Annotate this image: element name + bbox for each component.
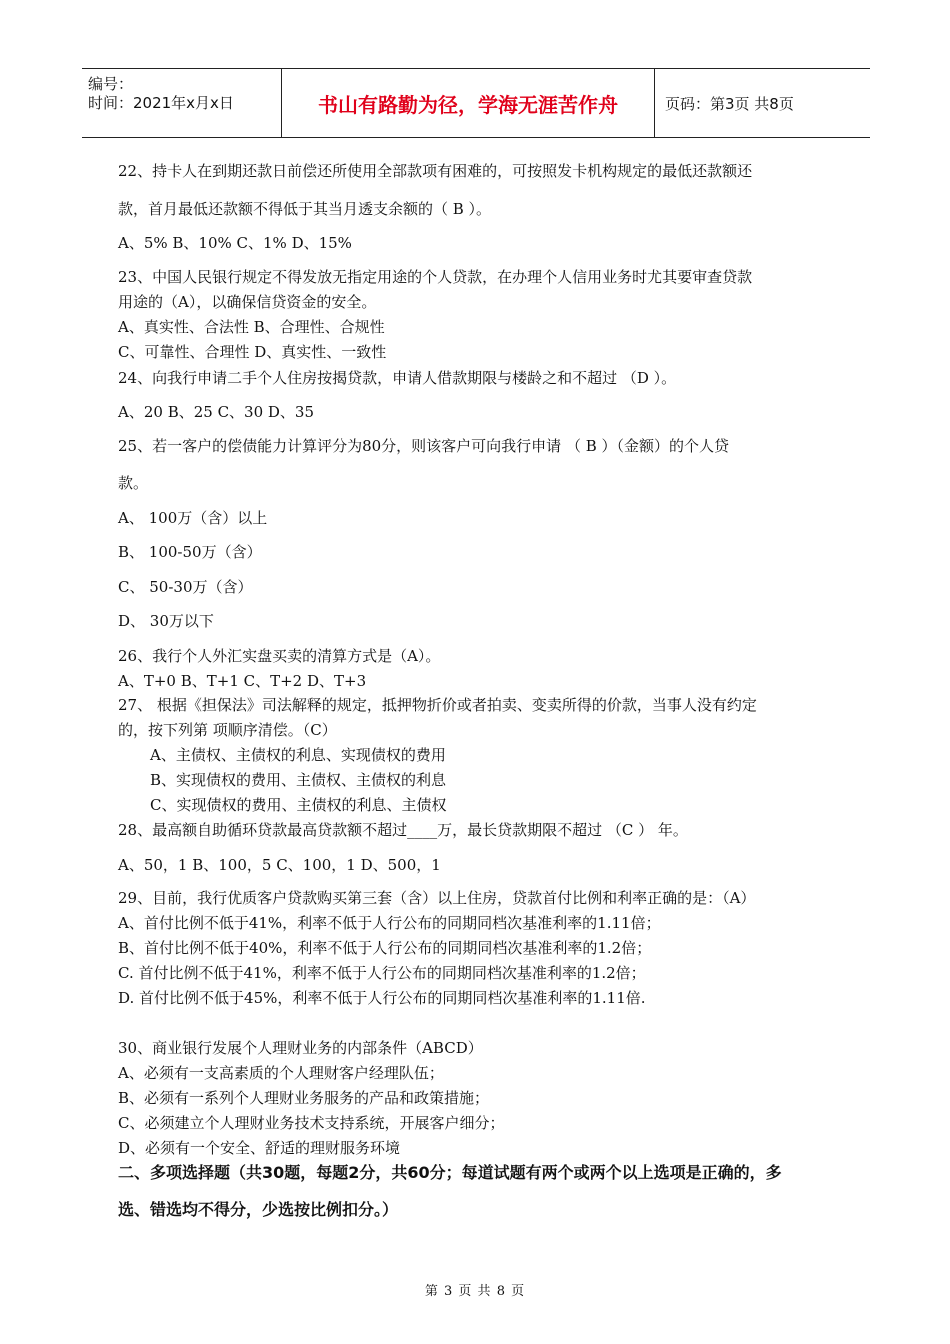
q30-line-1: 30、商业银行发展个人理财业务的内部条件（ABCD） [118,1039,483,1057]
q30-option-c: C、必须建立个人理财业务技术支持系统，开展客户细分； [118,1114,505,1132]
q30-option-b: B、必须有一系列个人理财业务服务的产品和政策措施； [118,1089,490,1107]
q23-line-2: 用途的（A），以确保信贷资金的安全。 [118,293,377,311]
q24-line-1: 24、向我行申请二手个人住房按揭贷款，申请人借款期限与楼龄之和不超过 （D ）。 [118,369,677,387]
q25-option-b: B、 100-50万（含） [118,543,262,561]
q26-options: A、T+0 B、T+1 C、T+2 D、T+3 [118,672,367,690]
section-heading-line-1: 二、多项选择题（共30题，每题2分，共60分；每道试题有两个或两个以上选项是正确的，多 [118,1163,782,1182]
section-heading-line-2: 选、错选均不得分，少选按比例扣分。） [118,1200,399,1219]
number-label: 编号： [88,75,134,93]
q29-option-c: C. 首付比例不低于41%，利率不低于人行公布的同期同档次基准利率的1.2倍； [118,964,646,982]
header-page-label: 页码：第3页 共8页 [665,94,794,113]
q23-options-ab: A、真实性、合法性 B、合理性、合规性 [118,318,385,336]
header-motto: 书山有路勤为径，学海无涯苦作舟 [282,69,655,137]
q25-line-1: 25、若一客户的偿债能力计算评分为80分，则该客户可向我行申请 （ B ）（金额）的个人贷 [118,437,730,455]
page-header [82,68,870,138]
q27-option-c: C、实现债权的费用、主债权的利息、主债权 [150,796,447,814]
q25-line-2: 款。 [118,474,149,492]
time-label: 时间：2021年x月x日 [88,94,234,112]
q25-option-a: A、 100万（含）以上 [118,509,268,527]
q28-options: A、50，1 B、100，5 C、100，1 D、500，1 [118,856,441,874]
q22-line-2: 款，首月最低还款额不得低于其当月透支余额的（ B ）。 [118,200,492,218]
q29-option-a: A、首付比例不低于41%，利率不低于人行公布的同期同档次基准利率的1.11倍； [118,914,661,932]
q25-option-c: C、 50-30万（含） [118,578,253,596]
q22-options: A、5% B、10% C、1% D、15% [118,234,352,252]
q26-line-1: 26、我行个人外汇实盘买卖的清算方式是（A）。 [118,647,441,665]
q27-option-b: B、实现债权的费用、主债权、主债权的利息 [150,771,447,789]
q27-line-2: 的，按下列第 项顺序清偿。（C） [118,721,337,739]
q25-option-d: D、 30万以下 [118,612,214,630]
q30-option-a: A、必须有一支高素质的个人理财客户经理队伍； [118,1064,444,1082]
q27-option-a: A、主债权、主债权的利息、实现债权的费用 [150,746,446,764]
page-footer: 第 3 页 共 8 页 [424,1284,526,1299]
q29-option-d: D. 首付比例不低于45%，利率不低于人行公布的同期同档次基准利率的1.11倍. [118,989,646,1007]
q27-line-1: 27、 根据《担保法》司法解释的规定，抵押物折价或者拍卖、变卖所得的价款，当事人没有约定 [118,696,757,714]
q23-options-cd: C、可靠性、合理性 D、真实性、一致性 [118,343,387,361]
q22-line-1: 22、持卡人在到期还款日前偿还所使用全部款项有困难的，可按照发卡机构规定的最低还款额还 [118,162,753,180]
q30-option-d: D、必须有一个安全、舒适的理财服务环境 [118,1139,401,1157]
header-meta [82,69,282,137]
q29-option-b: B、首付比例不低于40%，利率不低于人行公布的同期同档次基准利率的1.2倍； [118,939,652,957]
q29-line-1: 29、目前，我行优质客户贷款购买第三套（含）以上住房，贷款首付比例和利率正确的是：（A） [118,889,756,907]
q24-options: A、20 B、25 C、30 D、35 [118,403,315,421]
q28-line-1: 28、最高额自助循环贷款最高贷款额不超过____万，最长贷款期限不超过 （C ） 年。 [118,821,688,839]
q23-line-1: 23、中国人民银行规定不得发放无指定用途的个人贷款，在办理个人信用业务时尤其要审查贷款 [118,268,753,286]
